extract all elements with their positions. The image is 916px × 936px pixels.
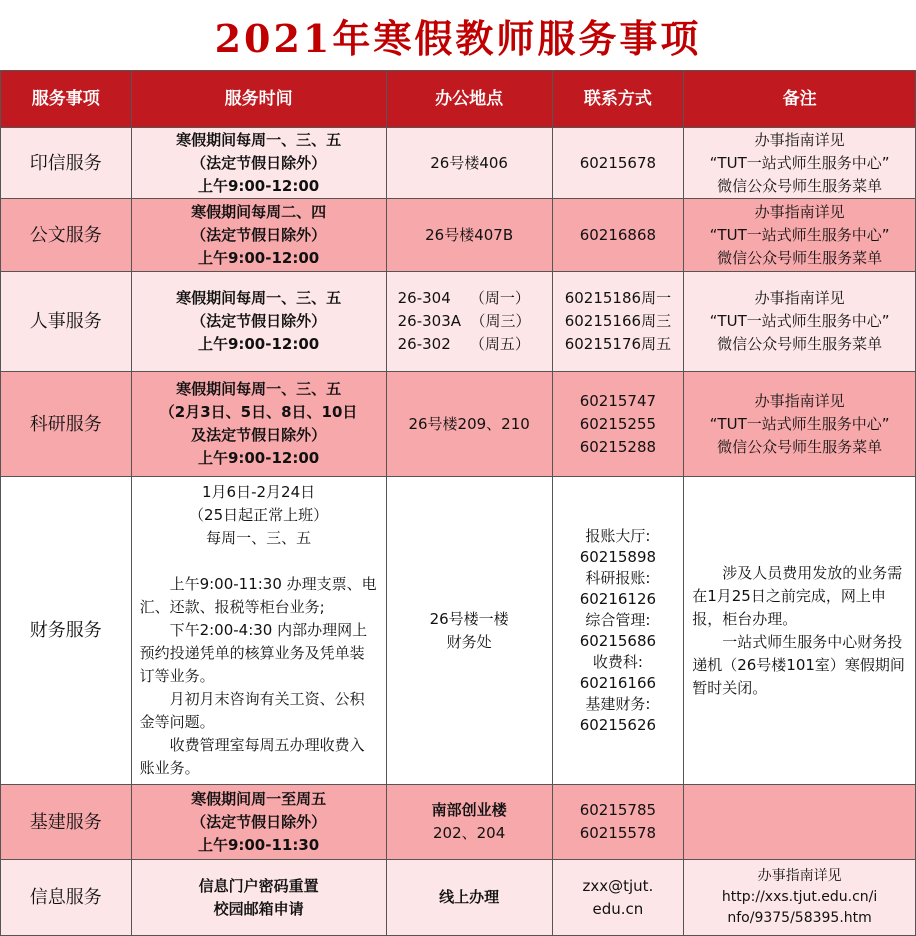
table-row	[1, 128, 916, 199]
note-line: “TUT一站式师生服务中心”	[709, 312, 890, 330]
service-place	[386, 860, 552, 936]
service-note	[684, 128, 916, 199]
service-place	[386, 199, 552, 272]
service-name: 财务服务	[1, 477, 132, 785]
contact-line: 基建财务:	[585, 694, 651, 713]
service-place	[386, 372, 552, 477]
service-time	[131, 199, 386, 272]
service-time	[131, 860, 386, 936]
note-line: 办事指南详见	[754, 289, 845, 307]
time-line: 信息门户密码重置	[198, 876, 319, 895]
service-note	[684, 477, 916, 785]
contact-line: 60215678	[579, 153, 657, 172]
place-line: 26号楼407B	[425, 225, 514, 244]
note-line: 微信公众号师生服务菜单	[717, 335, 883, 353]
table-row	[1, 199, 916, 272]
service-contact	[552, 477, 684, 785]
time-line: （2月3日、5日、8日、10日	[159, 403, 358, 421]
service-time	[131, 272, 386, 372]
time-line: 每周一、三、五	[206, 529, 312, 547]
time-line: 寒假期间每周一、三、五	[176, 289, 342, 307]
contact-line: 综合管理:	[585, 610, 651, 629]
service-place	[386, 785, 552, 860]
service-contact	[552, 860, 684, 936]
service-name: 人事服务	[1, 272, 132, 372]
service-table	[0, 70, 916, 936]
service-contact	[552, 272, 684, 372]
time-line: 寒假期间每周一、三、五	[176, 380, 342, 398]
service-contact	[552, 785, 684, 860]
service-time	[131, 372, 386, 477]
time-paragraph: 收费管理室每周五办理收费入账业务。	[139, 736, 365, 777]
service-time	[131, 477, 386, 785]
place-line: 26号楼406	[430, 153, 508, 172]
time-line: 上午9:00-12:00	[197, 335, 320, 353]
service-name: 印信服务	[1, 128, 132, 199]
note-paragraph: 一站式师生服务中心财务投递机（26号楼101室）寒假期间暂时关闭。	[692, 632, 905, 697]
time-line: （法定节假日除外）	[191, 812, 327, 831]
contact-line: 60215747	[579, 391, 657, 410]
contact-line: 60215626	[579, 715, 657, 734]
contact-line: 60215785	[579, 801, 657, 819]
contact-line: 60215288	[579, 437, 657, 456]
contact-line: 60215176周五	[564, 335, 672, 353]
time-line: （法定节假日除外）	[191, 312, 327, 330]
note-line: “TUT一站式师生服务中心”	[709, 153, 890, 172]
note-line: “TUT一站式师生服务中心”	[709, 414, 890, 433]
time-line: 寒假期间周一至周五	[191, 789, 327, 808]
contact-line: 60215255	[579, 414, 657, 433]
time-line: 上午9:00-12:00	[197, 449, 320, 467]
time-line: 及法定节假日除外）	[191, 426, 327, 444]
contact-line: 60215186周一	[564, 289, 672, 307]
time-line: 上午9:00-12:00	[197, 248, 320, 267]
service-contact	[552, 372, 684, 477]
header-note: 备注	[684, 71, 916, 128]
header-contact: 联系方式	[552, 71, 684, 128]
note-line: 微信公众号师生服务菜单	[717, 248, 883, 267]
place-line: 202、204	[432, 824, 506, 842]
place-line: 26号楼209、210	[408, 414, 530, 433]
service-contact	[552, 199, 684, 272]
note-link[interactable]: nfo/9375/58395.htm	[727, 910, 872, 926]
time-paragraph: 下午2:00-4:30 内部办理网上预约投递凭单的核算业务及凭单装订等业务。	[139, 621, 368, 685]
service-note	[684, 860, 916, 936]
page-title: 2021年寒假教师服务事项	[214, 15, 702, 61]
header-service: 服务事项	[1, 71, 132, 128]
service-name: 公文服务	[1, 199, 132, 272]
table-row	[1, 785, 916, 860]
time-line: 上午9:00-11:30	[197, 835, 320, 854]
service-place	[386, 128, 552, 199]
service-note	[684, 372, 916, 477]
table-row	[1, 272, 916, 372]
time-paragraph: 月初月末咨询有关工资、公积金等问题。	[139, 690, 365, 731]
note-line: 办事指南详见	[754, 202, 845, 221]
time-line: （25日起正常上班）	[189, 506, 329, 524]
contact-line: 60215898	[579, 547, 657, 566]
place-line: 26号楼一楼	[429, 609, 509, 628]
note-line: 微信公众号师生服务菜单	[717, 176, 883, 195]
contact-line: 60215166周三	[564, 312, 672, 330]
service-note	[684, 785, 916, 860]
place-line: 线上办理	[439, 888, 500, 906]
note-paragraph: 涉及人员费用发放的业务需在1月25日之前完成，网上申报，柜台办理。	[692, 563, 903, 628]
contact-line: edu.cn	[592, 899, 644, 918]
contact-line: 科研报账:	[585, 568, 651, 587]
contact-line: zxx@tjut.	[582, 876, 654, 895]
note-link[interactable]: http://xxs.tjut.edu.cn/i	[721, 889, 878, 905]
time-line: 寒假期间每周二、四	[191, 202, 327, 221]
place-line: 财务处	[446, 632, 492, 651]
place-line: 26-304 （周一）	[397, 289, 530, 307]
service-place	[386, 477, 552, 785]
contact-line: 60215686	[579, 631, 657, 650]
contact-line: 60215578	[579, 824, 657, 842]
service-place	[386, 272, 552, 372]
note-line: “TUT一站式师生服务中心”	[709, 225, 890, 244]
table-row	[1, 860, 916, 936]
table-header-row	[1, 71, 916, 128]
service-note	[684, 199, 916, 272]
header-place: 办公地点	[386, 71, 552, 128]
contact-line: 收费科:	[592, 652, 643, 671]
table-row	[1, 477, 916, 785]
contact-line: 报账大厅:	[585, 526, 651, 545]
service-name: 基建服务	[1, 785, 132, 860]
service-time	[131, 128, 386, 199]
place-line: 26-302 （周五）	[397, 335, 530, 353]
header-time: 服务时间	[131, 71, 386, 128]
place-line: 26-303A （周三）	[397, 312, 531, 330]
service-name: 科研服务	[1, 372, 132, 477]
service-time	[131, 785, 386, 860]
note-line: 微信公众号师生服务菜单	[717, 437, 883, 456]
time-line: （法定节假日除外）	[191, 225, 327, 244]
contact-line: 60216868	[579, 225, 657, 244]
note-line: 办事指南详见	[757, 868, 842, 884]
service-note	[684, 272, 916, 372]
time-line: 1月6日-2月24日	[202, 483, 316, 501]
place-line: 南部创业楼	[431, 801, 507, 819]
time-line: 上午9:00-12:00	[197, 176, 320, 195]
contact-line: 60216166	[579, 673, 657, 692]
time-line: 寒假期间每周一、三、五	[176, 130, 342, 149]
service-contact	[552, 128, 684, 199]
service-name: 信息服务	[1, 860, 132, 936]
table-row	[1, 372, 916, 477]
time-paragraph: 上午9:00-11:30 办理支票、电汇、还款、报税等柜台业务;	[139, 575, 377, 616]
time-line: （法定节假日除外）	[191, 153, 327, 172]
note-line: 办事指南详见	[754, 130, 845, 149]
time-line: 校园邮箱申请	[213, 899, 304, 918]
note-line: 办事指南详见	[754, 391, 845, 410]
contact-line: 60216126	[579, 589, 657, 608]
